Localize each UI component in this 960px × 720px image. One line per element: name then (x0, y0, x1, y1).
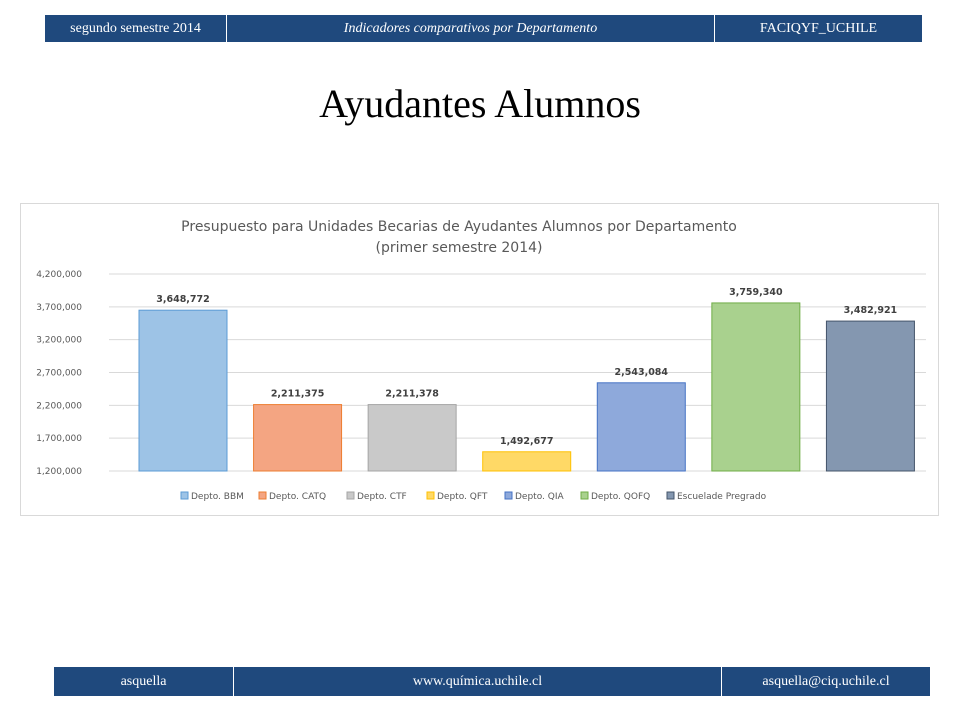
y-tick-label: 1,200,000 (36, 467, 82, 477)
legend-label: Depto. CTF (357, 492, 407, 502)
header-strip (45, 15, 922, 42)
header-period: segundo semestre 2014 (45, 15, 227, 42)
legend-label: Depto. QOFQ (591, 492, 651, 502)
bar-depto-catq (254, 405, 342, 471)
bar-depto-ctf (368, 405, 456, 471)
legend-item (259, 492, 326, 502)
data-label: 1,492,677 (499, 435, 554, 447)
data-label: 3,648,772 (156, 294, 210, 306)
legend-item (427, 492, 488, 502)
legend-item (667, 492, 767, 502)
y-axis (36, 270, 82, 477)
footer-website[interactable]: www.química.uchile.cl (234, 667, 722, 696)
bar-depto-bbm (139, 310, 227, 471)
legend-item (581, 492, 650, 502)
bar-depto-qft (483, 452, 571, 471)
bar-escuelade-pregrado (826, 321, 914, 471)
legend-swatch (181, 492, 188, 499)
legend-swatch (427, 492, 434, 499)
legend-label: Depto. QFT (437, 492, 488, 502)
bar-depto-qofq (712, 303, 800, 471)
legend-label: Depto. QIA (515, 492, 564, 502)
chart-title: Presupuesto para Unidades Becarias de Ayudantes Alumnos por Departamento (181, 219, 737, 235)
data-label: 3,482,921 (843, 305, 898, 317)
legend-swatch (581, 492, 588, 499)
page-title: Ayudantes Alumnos (319, 81, 641, 126)
legend-item (181, 492, 244, 502)
y-tick-label: 3,700,000 (36, 302, 82, 313)
chart-subtitle: (primer semestre 2014) (375, 240, 543, 256)
bar-chart (21, 204, 938, 515)
data-label: 2,543,084 (614, 366, 669, 378)
legend-swatch (347, 492, 354, 499)
y-tick-label: 1,700,000 (36, 434, 82, 445)
data-label: 2,211,378 (385, 388, 439, 400)
y-tick-label: 2,200,000 (36, 401, 82, 412)
legend-swatch (667, 492, 674, 499)
y-tick-label: 2,700,000 (36, 368, 82, 379)
header-subtitle: Indicadores comparativos por Departamento (227, 15, 715, 42)
bar-depto-qia (597, 383, 685, 471)
legend-swatch (505, 492, 512, 499)
footer-email[interactable]: asquella@ciq.uchile.cl (762, 673, 890, 689)
legend-label: Escuelade Pregrado (677, 492, 767, 502)
footer-strip (54, 667, 930, 696)
chart-frame (20, 203, 939, 516)
header-org: FACIQYF_UCHILE (759, 20, 878, 36)
legend-swatch (259, 492, 266, 499)
legend (181, 492, 767, 502)
data-label: 3,759,340 (729, 286, 783, 298)
footer-author: asquella (54, 667, 234, 696)
legend-item (505, 492, 565, 502)
y-tick-label: 4,200,000 (36, 270, 82, 280)
legend-item (347, 492, 407, 502)
legend-label: Depto. BBM (191, 492, 244, 502)
data-label: 2,211,375 (270, 388, 325, 400)
y-tick-label: 3,200,000 (36, 335, 82, 346)
legend-label: Depto. CATQ (269, 492, 327, 502)
